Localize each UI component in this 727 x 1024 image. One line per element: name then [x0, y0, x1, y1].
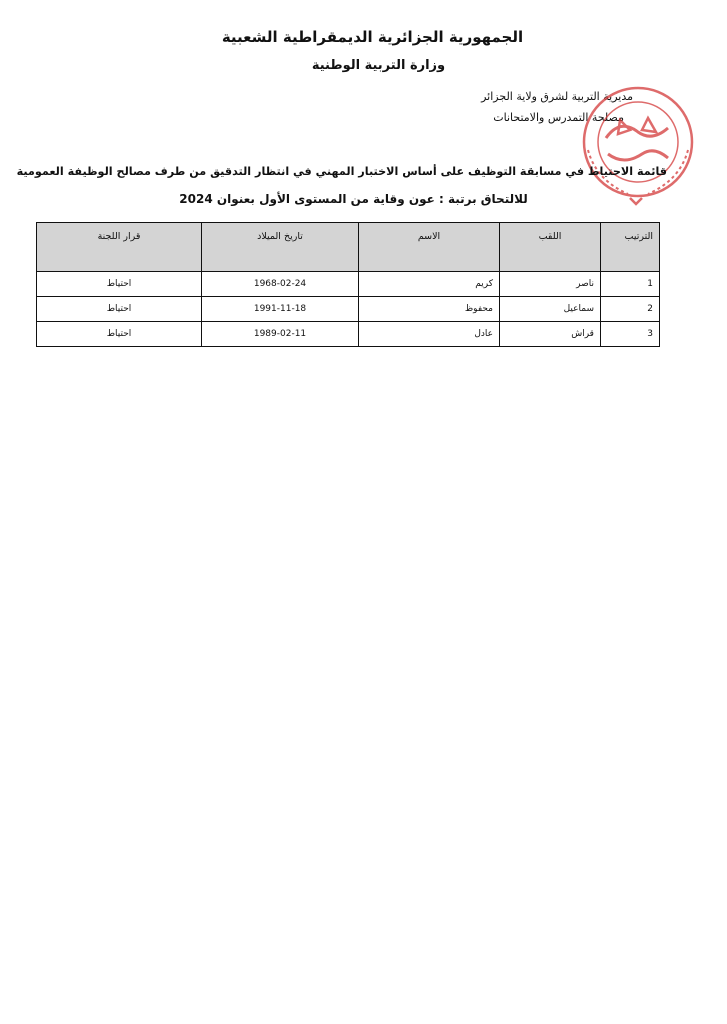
list-heading: قائمة الاحتياط في مسابقة التوظيف على أساس الاختبار المهني في انتظار التدقيق من طرف مصالح الوظيفة العمومية: [16, 165, 667, 178]
table-row: [37, 272, 660, 297]
cell-decision: احتياط: [37, 272, 202, 297]
cell-first-name: كريم: [359, 272, 500, 297]
stamp-ink: [584, 88, 692, 204]
table-header-row: [37, 223, 660, 272]
header-decision: قرار اللجنة: [37, 223, 202, 272]
cell-last-name: قراش: [500, 322, 601, 347]
cell-last-name: سماعيل: [500, 297, 601, 322]
cell-birth-date: 1991-11-18: [202, 297, 359, 322]
stamp-emblem: [606, 126, 668, 160]
cell-birth-date: 1968-02-24: [202, 272, 359, 297]
official-stamp: [578, 80, 698, 210]
table-row: [37, 297, 660, 322]
header-last-name: اللقب: [500, 223, 601, 272]
list-subheading: للالتحاق برتبة : عون وقاية من المستوى الأول بعنوان 2024: [179, 192, 528, 206]
cell-first-name: عادل: [359, 322, 500, 347]
cell-decision: احتياط: [37, 322, 202, 347]
republic-title: الجمهورية الجزائرية الديمقراطية الشعبية: [221, 28, 524, 46]
header-birth-date: تاريخ الميلاد: [202, 223, 359, 272]
table-row: [37, 322, 660, 347]
cell-last-name: ناصر: [500, 272, 601, 297]
cell-first-name: محفوظ: [359, 297, 500, 322]
header-first-name: الاسم: [359, 223, 500, 272]
cell-rank: 2: [601, 297, 660, 322]
cell-rank: 1: [601, 272, 660, 297]
reserve-list-table: [36, 222, 660, 347]
cell-birth-date: 1989-02-11: [202, 322, 359, 347]
stamp-outer-ring: [584, 88, 692, 196]
cell-decision: احتياط: [37, 297, 202, 322]
directorate-name: مديرية التربية لشرق ولاية الجزائر: [481, 90, 633, 103]
header-rank: الترتيب: [601, 223, 660, 272]
service-name: مصلحة التمدرس والامتحانات: [493, 111, 624, 124]
cell-rank: 3: [601, 322, 660, 347]
ministry-title: وزارة التربية الوطنية: [311, 58, 446, 73]
